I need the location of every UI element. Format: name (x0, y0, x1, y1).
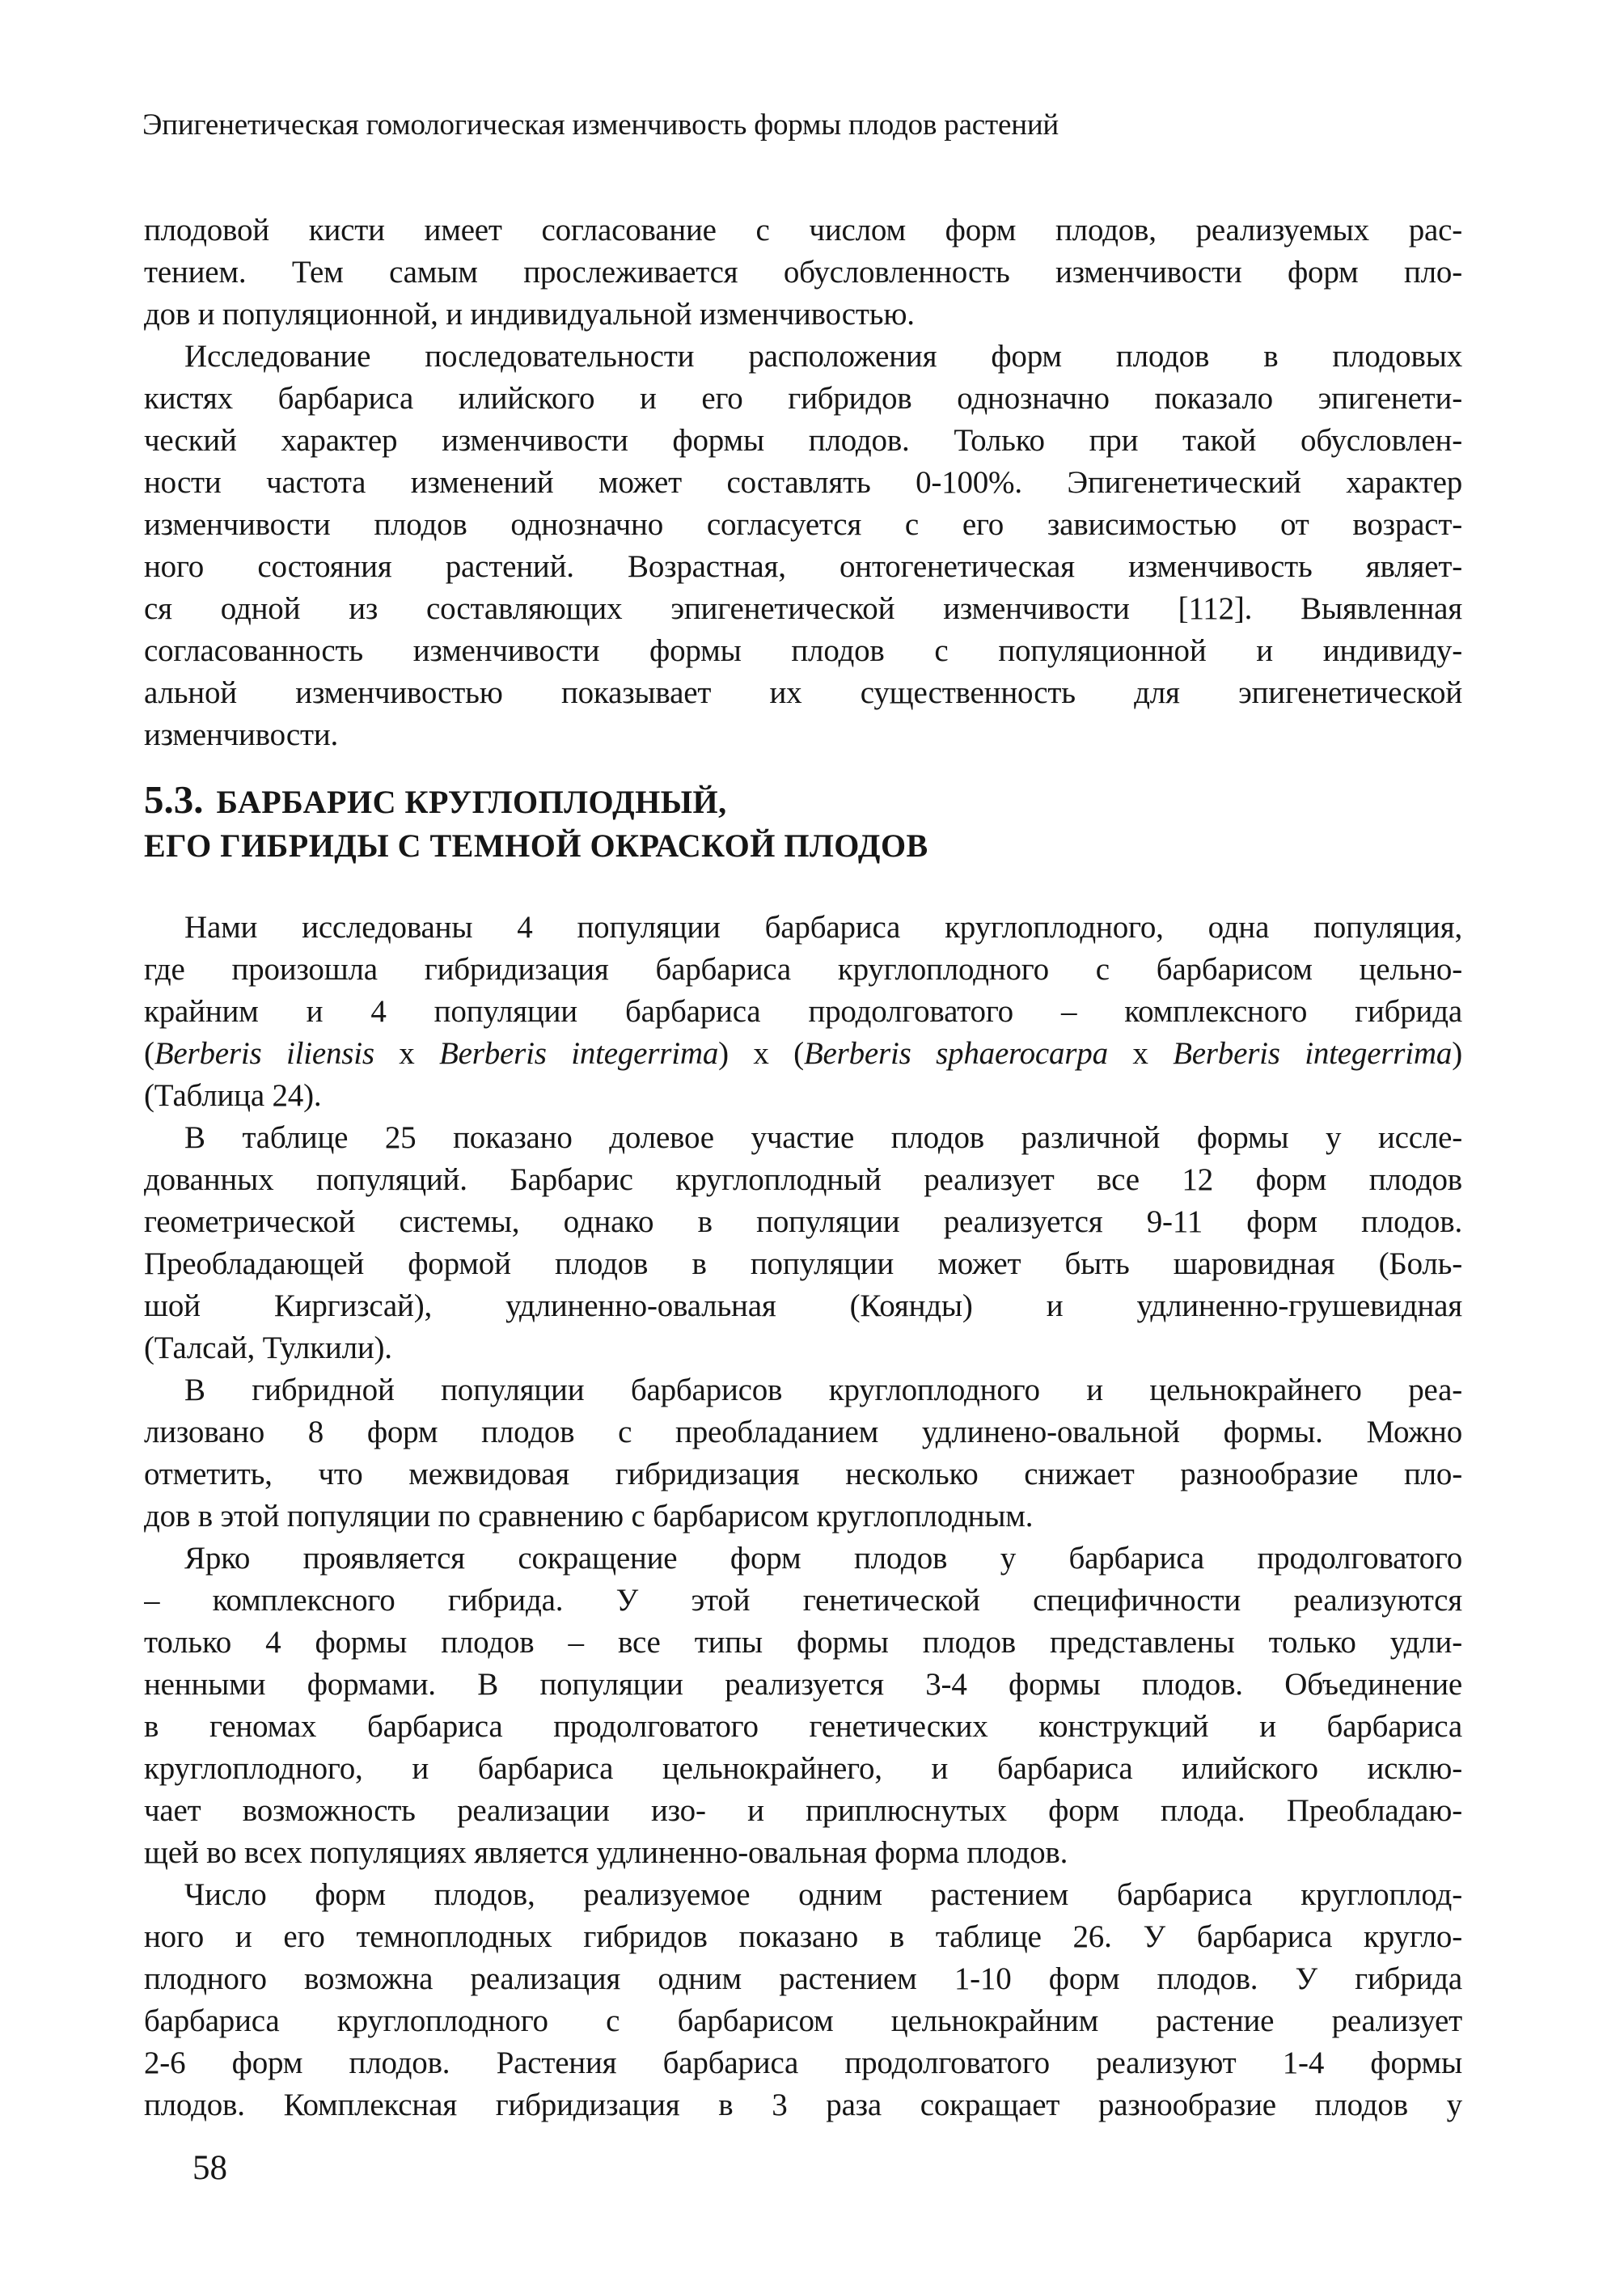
paragraph (144, 907, 1462, 1117)
latin-species-name: Berberis integerrima (439, 1036, 719, 1071)
paragraph (144, 336, 1462, 756)
text-line: ся одной из составляющих эпигенетической изменчивости [112]. Выявленная (144, 591, 1462, 626)
page-number: 58 (192, 2149, 227, 2187)
text-line: альной изменчивостью показывает их существенность для эпигенетической (144, 675, 1462, 710)
paragraph (144, 1369, 1462, 1538)
text-line: щей во всех популяциях является удлиненно-овальная форма плодов. (144, 1835, 1068, 1870)
text-line: Ярко проявляется сокращение форм плодов у барбариса продолговатого (184, 1541, 1462, 1576)
text-line: барбариса круглоплодного с барбарисом цельнокрайним растение реализует (144, 2003, 1462, 2038)
text-line: кистях барбариса илийского и его гибридов однозначно показало эпигенети- (144, 381, 1462, 416)
text-line: геометрической системы, однако в популяции реализуется 9-11 форм плодов. (144, 1204, 1462, 1239)
text-line: дованных популяций. Барбарис круглоплодный реализует все 12 форм плодов (144, 1162, 1462, 1197)
paragraph (144, 1874, 1462, 2126)
text-line: плодного возможна реализация одним растением 1-10 форм плодов. У гибрида (144, 1961, 1462, 1996)
text-line: где произошла гибридизация барбариса круглоплодного с барбарисом цельно- (144, 952, 1462, 987)
text-run: ) (1452, 1036, 1462, 1071)
text-line: – комплексного гибрида. У этой генетической специфичности реализуются (144, 1583, 1462, 1618)
text-run: ( (144, 1036, 154, 1071)
text-line: чает возможность реализации изо- и приплюснутых форм плода. Преобладаю- (144, 1793, 1462, 1828)
text-line: только 4 формы плодов – все типы формы плодов представлены только удли- (144, 1625, 1462, 1660)
text-line: плодов. Комплексная гибридизация в 3 раза сокращает разнообразие плодов у (144, 2088, 1462, 2122)
text-line: (Талсай, Тулкили). (144, 1331, 392, 1365)
section-title-line2: ЕГО ГИБРИДЫ С ТЕМНОЙ ОКРАСКОЙ ПЛОДОВ (144, 827, 928, 864)
text-line: изменчивости. (144, 717, 339, 752)
text-line: Преобладающей формой плодов в популяции может быть шаровидная (Боль- (144, 1246, 1462, 1281)
text-line: ческий характер изменчивости формы плодов. Только при такой обусловлен- (144, 423, 1462, 458)
text-run: х (1107, 1036, 1174, 1071)
text-line: шой Киргизсай), удлиненно-овальная (Коянды) и удлиненно-грушевидная (144, 1288, 1462, 1323)
text-line: (Таблица 24). (144, 1078, 322, 1113)
latin-species-name: Berberis integerrima (1173, 1036, 1453, 1071)
text-run: ) х ( (718, 1036, 804, 1071)
text-line (144, 1033, 1462, 1075)
section-number: 5.3. (144, 777, 204, 822)
text-line: дов и популяционной, и индивидуальной изменчивостью. (144, 297, 915, 332)
text-line: изменчивости плодов однозначно согласуется с его зависимостью от возраст- (144, 507, 1462, 542)
latin-species-name: Berberis sphaerocarpa (803, 1036, 1108, 1071)
text-line: ненными формами. В популяции реализуется 3-4 формы плодов. Объединение (144, 1667, 1462, 1702)
text-line: отметить, что межвидовая гибридизация несколько снижает разнообразие пло- (144, 1457, 1462, 1491)
text-line: лизовано 8 форм плодов с преобладанием удлинено-овальной формы. Можно (144, 1415, 1462, 1449)
text-line: плодовой кисти имеет согласование с числом форм плодов, реализуемых рас- (144, 213, 1462, 247)
latin-species-name: Berberis iliensis (154, 1036, 374, 1071)
text-line: В таблице 25 показано долевое участие плодов различной формы у иссле- (184, 1120, 1462, 1155)
text-line: Исследование последовательности расположения форм плодов в плодовых (184, 339, 1462, 374)
text-line: тением. Тем самым прослеживается обусловленность изменчивости форм пло- (144, 255, 1462, 290)
paragraph (144, 1117, 1462, 1369)
text-line: Нами исследованы 4 популяции барбариса круглоплодного, одна популяция, (184, 910, 1462, 945)
text-line: В гибридной популяции барбарисов круглоплодного и цельнокрайнего реа- (184, 1373, 1462, 1407)
running-header: Эпигенетическая гомологическая изменчивость формы плодов растений (142, 108, 1059, 142)
text-line: 2-6 форм плодов. Растения барбариса продолговатого реализуют 1-4 формы (144, 2046, 1462, 2080)
text-line: согласованность изменчивости формы плодов с популяционной и индивиду- (144, 633, 1462, 668)
text-line: ности частота изменений может составлять 0-100%. Эпигенетический характер (144, 465, 1462, 500)
text-line: крайним и 4 популяции барбариса продолговатого – комплексного гибрида (144, 994, 1462, 1029)
text-line: ного и его темноплодных гибридов показано в таблице 26. У барбариса кругло- (144, 1919, 1462, 1954)
text-line: в геномах барбариса продолговатого генетических конструкций и барбариса (144, 1709, 1462, 1744)
text-run: х (374, 1036, 440, 1071)
text-line: дов в этой популяции по сравнению с барбарисом круглоплодным. (144, 1499, 1034, 1534)
text-line: Число форм плодов, реализуемое одним растением барбариса круглоплод- (184, 1877, 1462, 1912)
text-line: ного состояния растений. Возрастная, онтогенетическая изменчивость являет- (144, 549, 1462, 584)
paragraph (144, 1538, 1462, 1874)
text-line: круглоплодного, и барбариса цельнокрайнего, и барбариса илийского исклю- (144, 1751, 1462, 1786)
section-title-line1: БАРБАРИС КРУГЛОПЛОДНЫЙ, (216, 784, 727, 820)
paragraph (144, 209, 1462, 336)
